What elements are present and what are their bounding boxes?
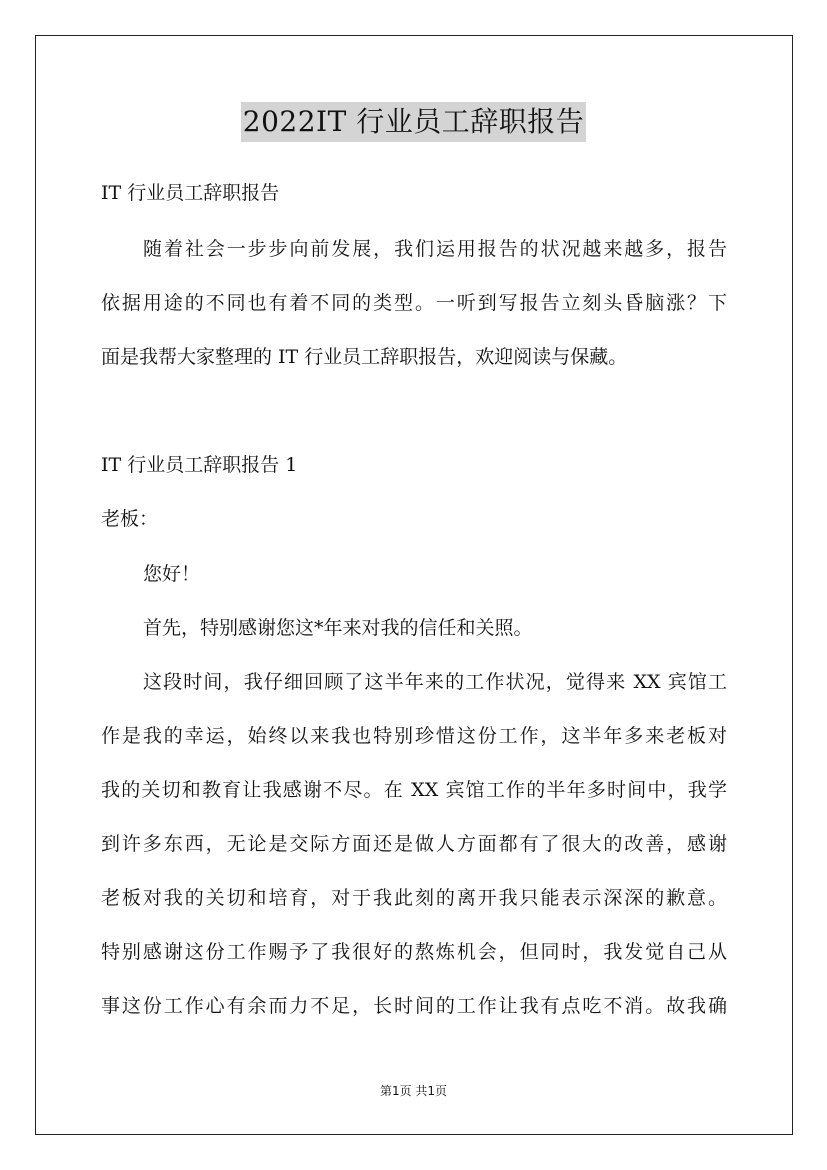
paragraph-1: 首先，特别感谢您这*年来对我的信任和关照。 [143, 617, 533, 639]
paragraph-2-line-1: 这段时间，我仔细回顾了这半年来的工作状况，觉得来 XX 宾馆工 [143, 671, 727, 693]
greeting: 您好！ [143, 563, 201, 585]
paragraph-2-line-5: 老板对我的关切和培育，对于我此刻的离开我只能表示深深的歉意。 [101, 887, 727, 909]
intro-line-1: 随着社会一步步向前发展，我们运用报告的状况越来越多，报告 [143, 238, 727, 260]
paragraph-2-line-7: 事这份工作心有余而力不足，长时间的工作让我有点吃不消。故我确 [101, 995, 727, 1017]
page-footer: 第1页 共1页 [379, 1084, 448, 1098]
paragraph-2-line-3: 我的关切和教育让我感谢不尽。在 XX 宾馆工作的半年多时间中，我学 [101, 779, 727, 801]
salutation: 老板： [101, 508, 159, 530]
intro-line-3: 面是我帮大家整理的 IT 行业员工辞职报告，欢迎阅读与保藏。 [101, 346, 628, 368]
section-heading: IT 行业员工辞职报告 1 [101, 454, 298, 476]
paragraph-2-line-6: 特别感谢这份工作赐予了我很好的熬炼机会，但同时，我发觉自己从 [101, 941, 727, 963]
document-subtitle: IT 行业员工辞职报告 [101, 182, 280, 204]
title-wrapper [0, 102, 827, 142]
document-title: 2022IT 行业员工辞职报告 [241, 102, 586, 142]
intro-line-2: 依据用途的不同也有着不同的类型。一听到写报告立刻头昏脑涨？下 [101, 292, 727, 314]
paragraph-2-line-2: 作是我的幸运，始终以来我也特别珍惜这份工作，这半年多来老板对 [101, 725, 727, 747]
paragraph-2-line-4: 到许多东西，无论是交际方面还是做人方面都有了很大的改善，感谢 [101, 833, 727, 855]
